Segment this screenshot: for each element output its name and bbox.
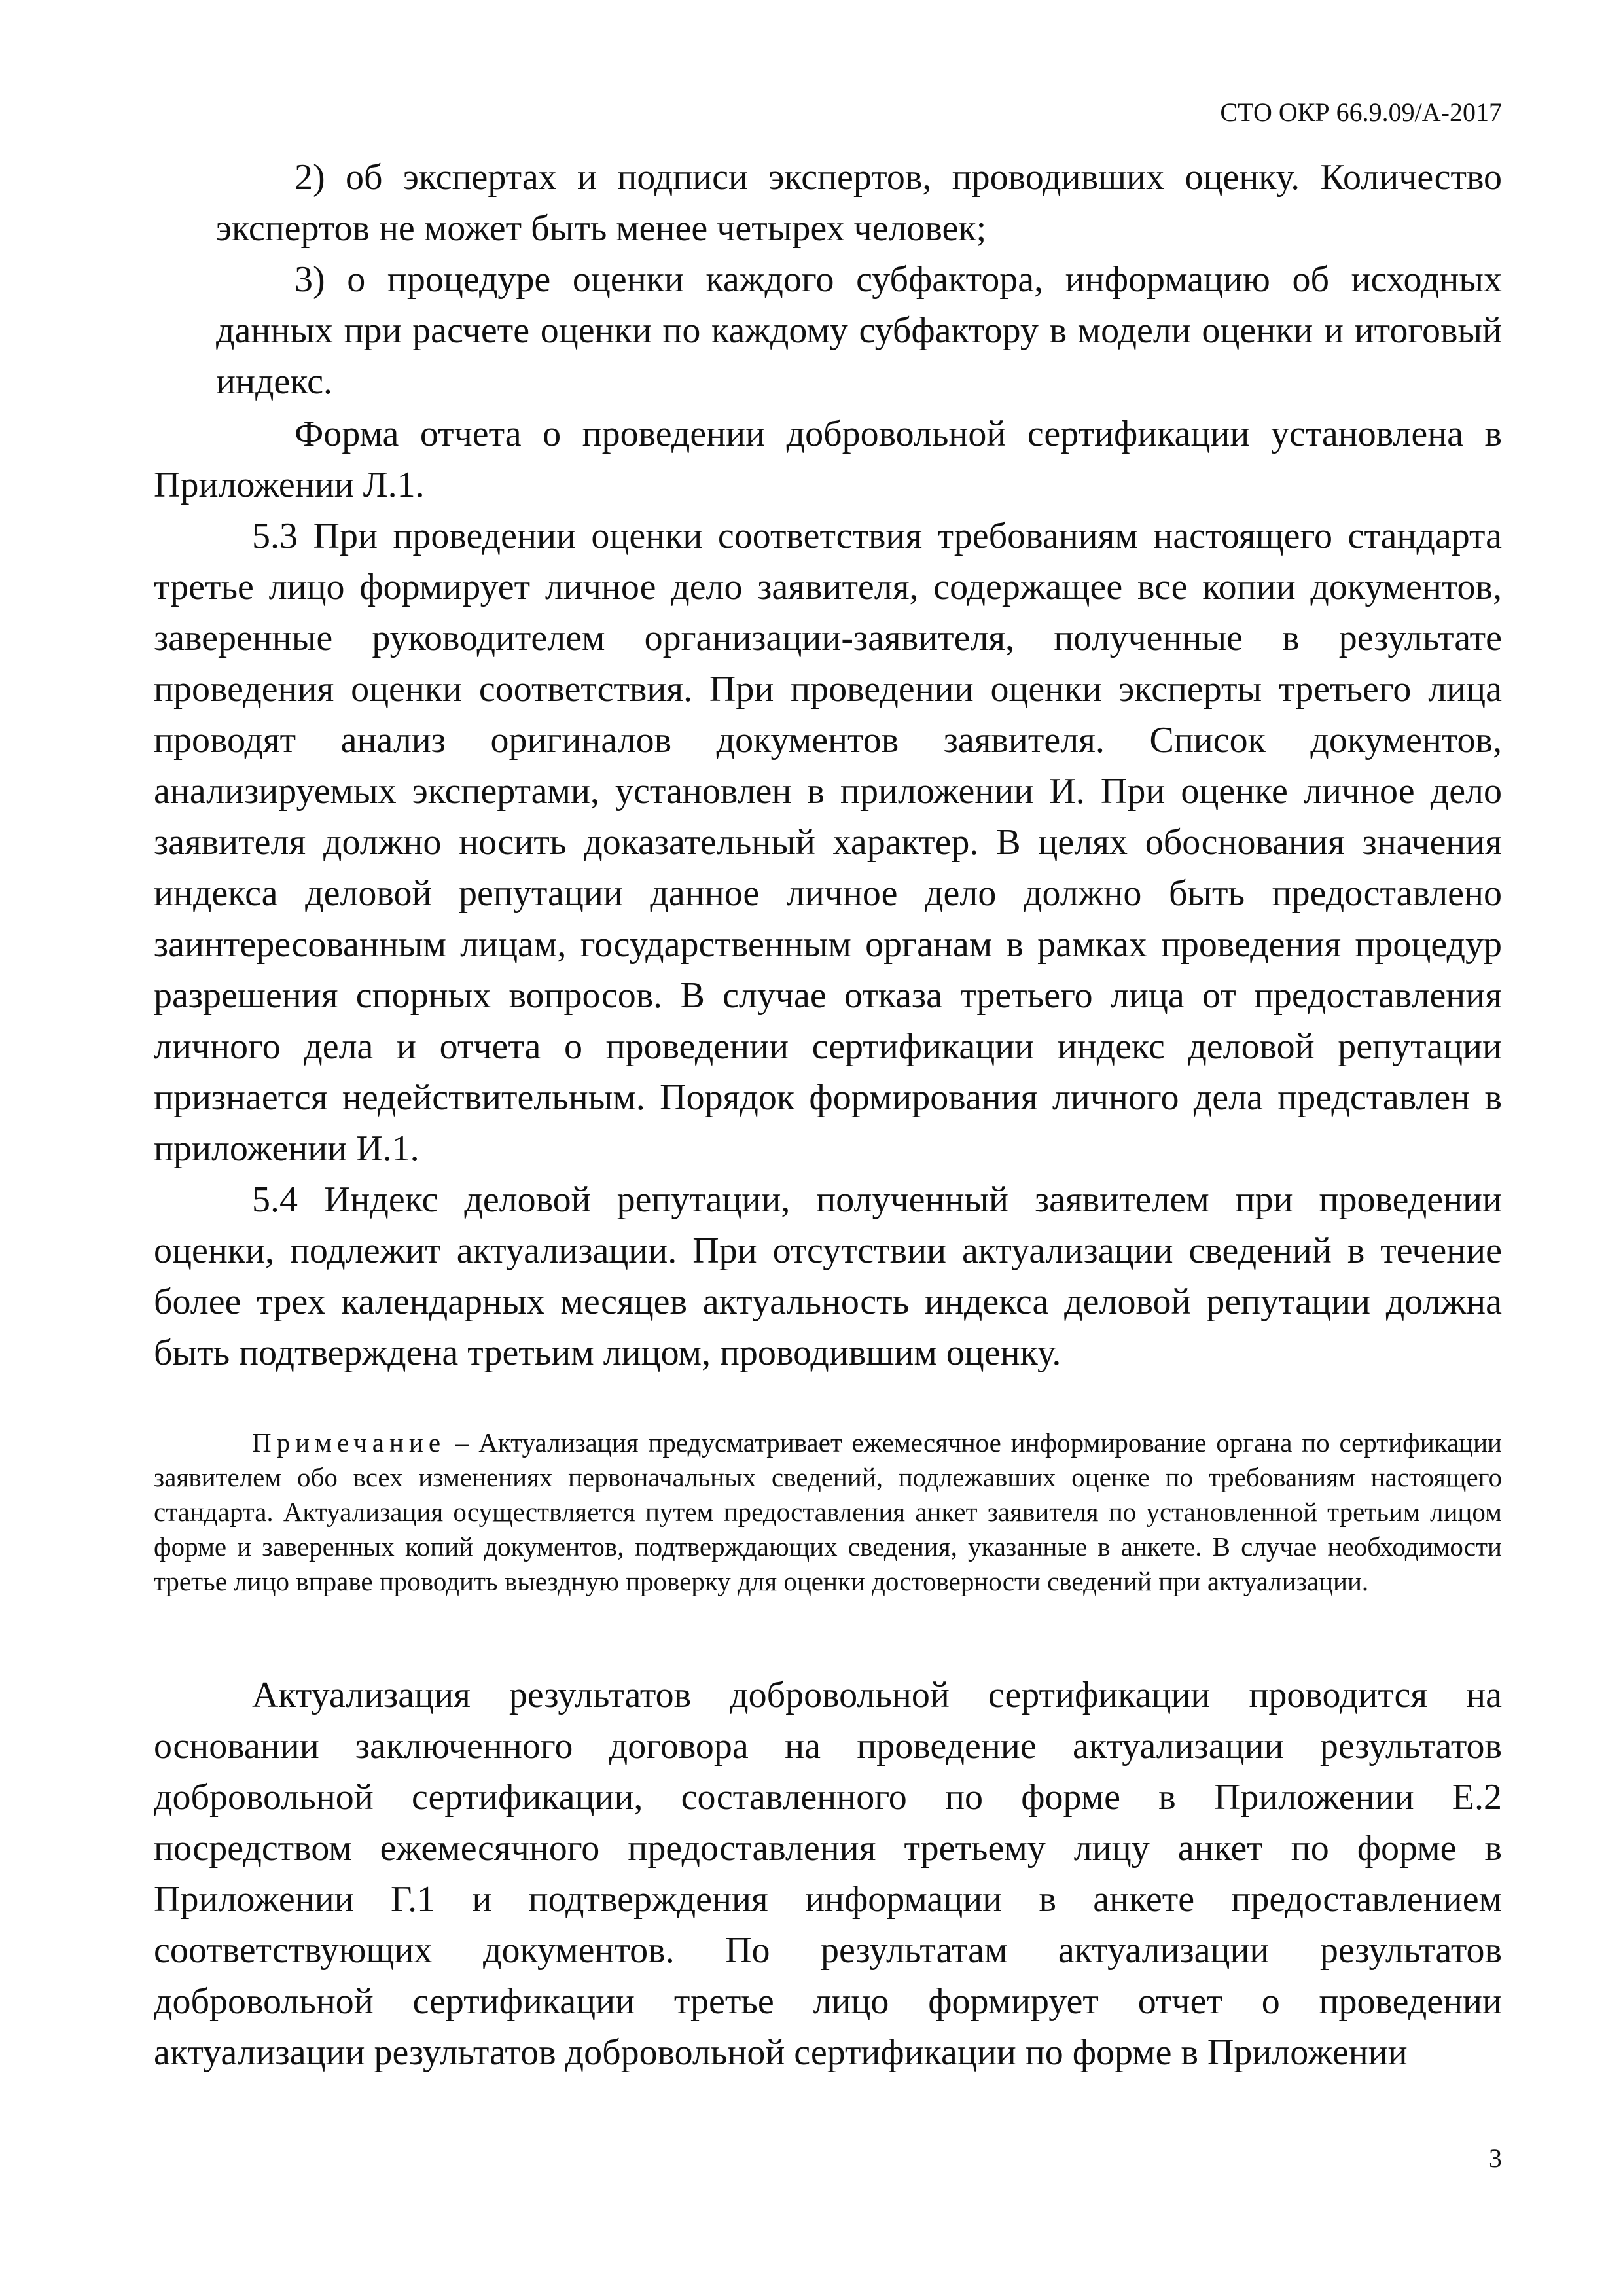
section-5-4: 5.4 Индекс деловой репутации, полученный заявителем при проведении оценки, подлежит актуализации. При отсутствии актуализации сведений в течение более трех календарных месяцев актуальность индекса деловой репутации должна быть подтверждена третьим лицом, проводившим оценку. — [154, 1179, 1502, 1373]
page-number: 3 — [1489, 2144, 1502, 2173]
note-paragraph — [154, 1426, 1502, 1599]
report-form-paragraph: Форма отчета о проведении добровольной сертификации установлена в Приложении Л.1. — [154, 414, 1502, 505]
list-item-3: 3) о процедуре оценки каждого субфактора, информацию об исходных данных при расчете оценки по каждому субфактору в модели оценки и итоговый индекс. — [216, 259, 1502, 402]
document-code: СТО ОКР 66.9.09/А-2017 — [1220, 98, 1502, 127]
note-label: Примечание — [252, 1427, 446, 1458]
actualization-paragraph: Актуализация результатов добровольной сертификации проводится на основании заключенного договора на проведение актуализации результатов добровольной сертификации, составленного по форме в Приложении Е.2 посредством ежемесячного предоставления третьему лицу анкет по форме в Приложении Г.1 и подтверждения информации в анкете предоставлением соответствующих документов. По результатам актуализации результатов добровольной сертификации третье лицо формирует отчет о проведении актуализации результатов добровольной сертификации по форме в Приложении — [154, 1675, 1502, 2073]
section-5-3: 5.3 При проведении оценки соответствия требованиям настоящего стандарта третье лицо формирует личное дело заявителя, содержащее все копии документов, заверенные руководителем организации-заявителя, полученные в результате проведения оценки соответствия. При проведении оценки эксперты третьего лица проводят анализ оригиналов документов заявителя. Список документов, анализируемых экспертами, установлен в приложении И. При оценке личное дело заявителя должно носить доказательный характер. В целях обоснования значения индекса деловой репутации данное личное дело должно быть предоставлено заинтересованным лицам, государственным органам в рамках проведения процедур разрешения спорных вопросов. В случае отказа третьего лица от предоставления личного дела и отчета о проведении сертификации индекс деловой репутации признается недействительным. Порядок формирования личного дела представлен в приложении И.1. — [154, 516, 1502, 1169]
document-body — [154, 152, 1502, 2078]
list-item-2: 2) об экспертах и подписи экспертов, проводивших оценку. Количество экспертов не может быть менее четырех человек; — [216, 157, 1502, 249]
note-text: – Актуализация предусматривает ежемесячное информирование органа по сертификации заявителем обо всех изменениях первоначальных сведений, подлежавших оценке по требованиям настоящего стандарта. Актуализация осуществляется путем предоставления анкет заявителя по установленной третьим лицом форме и заверенных копий документов, подтверждающих сведения, указанные в анкете. В случае необходимости третье лицо вправе проводить выездную проверку для оценки достоверности сведений при актуализации. — [154, 1427, 1502, 1596]
